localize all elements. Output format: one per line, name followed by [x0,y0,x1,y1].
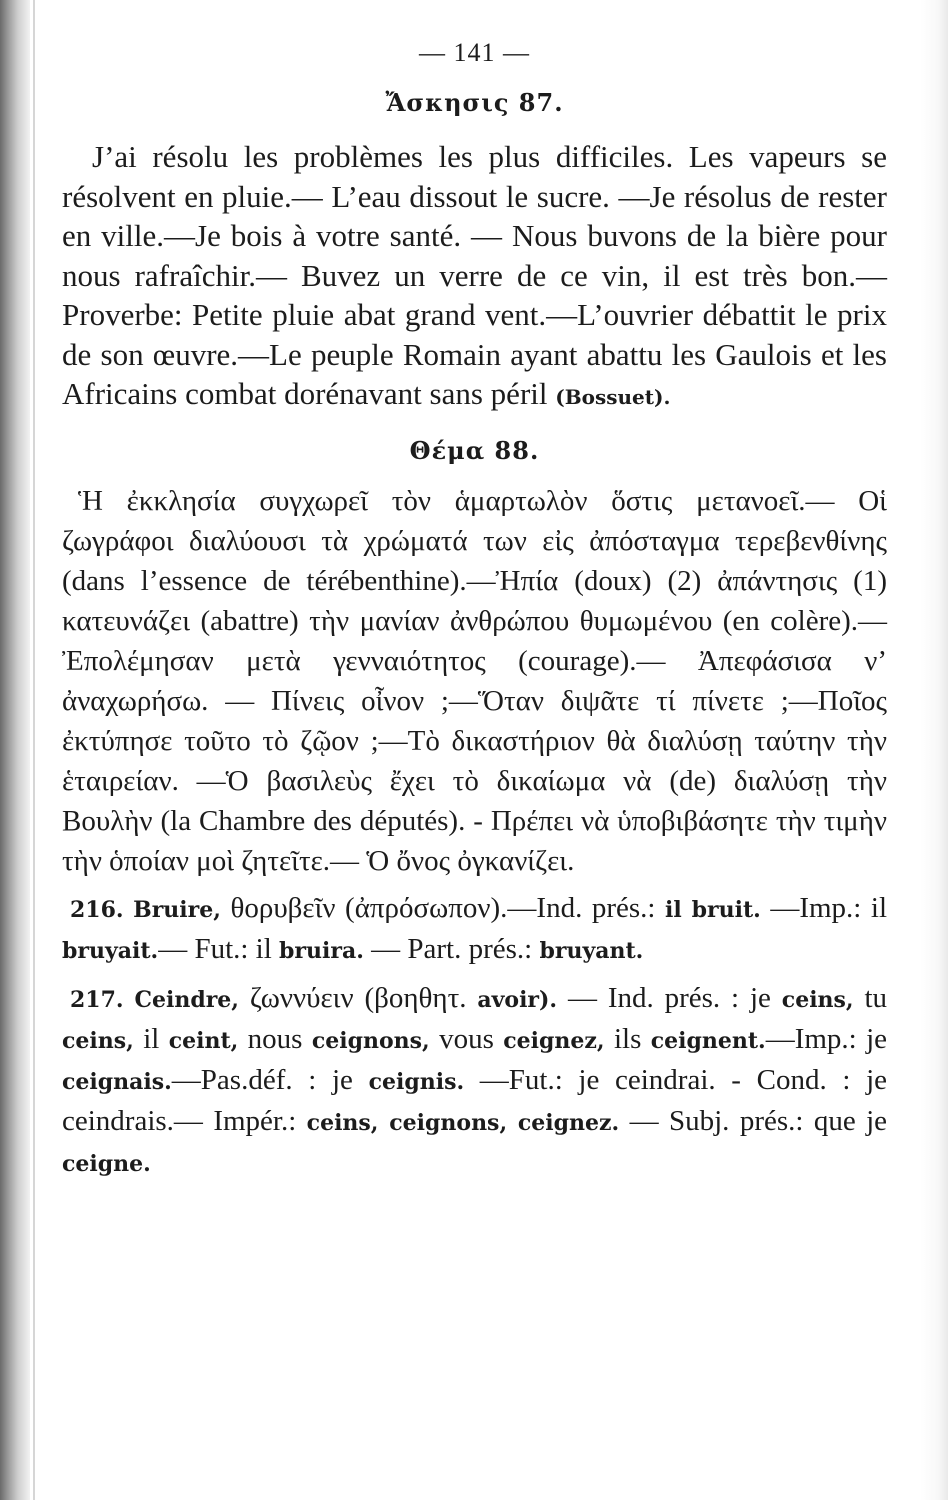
verb-217-infinitive: Ceindre, [134,986,239,1013]
theme-title: Θέμα 88. [409,435,540,465]
verb-217-fut-cond: —Fut.: je ceindrai. - Cond. : je ceindrais.— Impér.: [62,1063,887,1137]
verb-217-entry [62,979,887,1184]
verb-217-imper: ceins, ceignons, ceignez. [306,1109,620,1136]
verb-216-imp: bruyait. [62,937,159,964]
verb-217-nous: nous [247,1022,303,1055]
exercise-citation: (Bossuet). [555,385,671,409]
verb-217-ils: ils [613,1022,642,1055]
page-number: — 141 — [419,38,530,67]
verb-217-il: il [143,1022,160,1055]
verb-217-ceins: ceins, [781,986,854,1013]
verb-216-part: bruyant. [539,937,644,964]
book-binding-shadow [0,0,30,1500]
binding-line [33,0,35,1500]
verb-216-part-label: — Part. prés.: [371,932,533,965]
verb-216-ind-pres-label: —Ind. prés.: [507,891,656,924]
verb-217-ceignais: ceignais. [62,1068,172,1095]
verb-217-aux: avoir). [477,986,558,1013]
exercise-body: J’ai résolu les problèmes les plus difficiles. Les vapeurs se résolvent en pluie.— L’eau dissout le sucre. —Je résolus de rester en ville.—Je bois à votre santé. — Nous buvons de la bière pour nous rafraîchir.— Buvez un verre de ce vin, il est très bon.—Proverbe: Petite pluie abat grand vent.—L’ouvrier débattit le prix de son œuvre.—Le peuple Romain ayant abattu les Gaulois et les Africains combat dorénavant sans péril [62,139,887,411]
book-page [62,38,887,1184]
page-edge [920,0,948,1500]
verb-217-ceignez: ceignez, [503,1027,605,1054]
exercise-text [62,137,887,418]
verb-216-number: 216. [70,896,124,923]
verb-217-subj-label: — Subj. prés.: que je [629,1104,888,1137]
verb-217-tu: tu [864,981,888,1014]
verb-217-vous: vous [439,1022,494,1055]
verb-217-ceins2: ceins, [62,1027,134,1054]
verb-217-number: 217. [70,986,124,1013]
theme-text: Ἡ ἐκκλησία συγχωρεῖ τὸν ἁμαρτωλὸν ὅστις μετανοεῖ.— Οἱ ζωγράφοι διαλύουσι τὰ χρώματά των εἰς ἀπόσταγμα τερεβενθίνης (dans l’essence de térébenthine).—Ἠπία (doux) (2) ἀπάντησις (1) κατευνάζει (abattre) τὴν μανίαν ἀνθρώπου θυμωμένου (en colère).—Ἐπολέμησαν μετὰ γενναιότητος (courage).— Ἀπεφάσισα ν’ ἀναχωρήσω. — Πίνεις οἶνον ;—Ὅταν διψᾶτε τί πίνετε ;—Ποῖος ἐκτύπησε τοῦτο τὸ ζῷον ;—Τὸ δικαστήριον θὰ διαλύσῃ ταύτην τὴν ἑταιρείαν. —Ὁ βασιλεὺς ἔχει τὸ δικαίωμα νὰ (de) διαλύσῃ τὴν Βουλὴν (la Chambre des députés). - Πρέπει νὰ ὑποβιβάσητε τὴν τιμὴν τὴν ὁποίαν μοὶ ζητεῖτε.— Ὁ ὄνος ὀγκανίζει. [62,484,887,877]
verb-217-pas-def-label: —Pas.déf. : je [171,1063,353,1096]
verb-217-ind-pres-label: — Ind. prés. : je [567,981,771,1014]
verb-216-ind-pres: il bruit. [665,896,761,923]
verb-216-entry [62,889,887,971]
verb-217-ceignent: ceignent. [650,1027,766,1054]
verb-217-ceigne: ceigne. [62,1150,151,1177]
verb-216-imp-label: —Imp.: il [770,891,888,924]
verb-217-gloss: ζωννύειν (βοηθητ. [249,981,467,1014]
verb-217-ceignons: ceignons, [311,1027,430,1054]
verb-217-ceignis: ceignis. [368,1068,465,1095]
verb-216-gloss: θορυβεῖν (ἀπρόσωπον). [230,891,508,924]
verb-216-fut-label: — Fut.: il [158,932,272,965]
verb-217-ceint: ceint, [168,1027,239,1054]
verb-217-imp-label: —Imp.: je [765,1022,888,1055]
verb-216-infinitive: Bruire, [133,896,221,923]
verb-216-fut: bruira. [279,937,364,964]
exercise-title: Ἄσκησις 87. [385,88,564,117]
